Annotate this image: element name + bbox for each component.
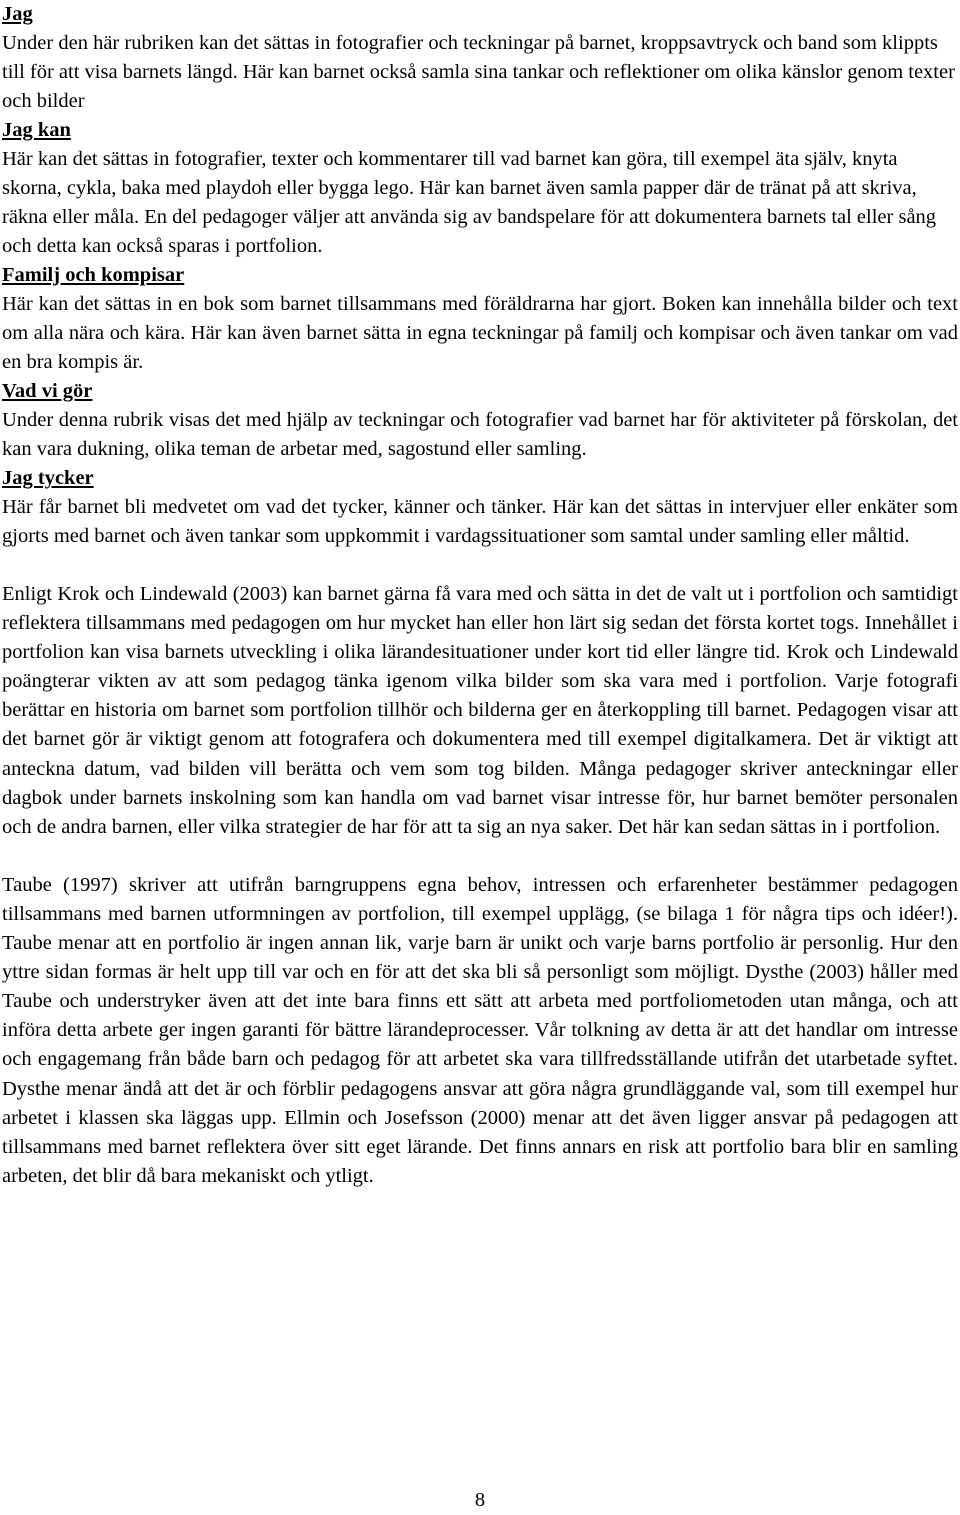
section-text-jag-kan: Här kan det sättas in fotografier, texter och kommentarer till vad barnet kan göra, till exempel äta själv, knyta skorna, cykla, baka med playdoh eller bygga lego. Här kan barnet även samla papper där de tränat på att skriva, räkna eller måla. En del pedagoger väljer att använda sig av bandspelare för att dokumentera barnets tal eller sång och detta kan också sparas i portfolion.: [2, 148, 937, 257]
section-text-vad-vi-gor: Under denna rubrik visas det med hjälp av teckningar och fotografier vad barnet har för aktiviteter på förskolan, det kan vara dukning, olika teman de arbetar med, sagostund eller samling.: [2, 409, 958, 460]
section-heading-familj-och-kompisar: Familj och kompisar: [2, 264, 185, 286]
section-heading-jag-kan: Jag kan: [2, 119, 71, 141]
section-text-familj-och-kompisar: Här kan det sättas in en bok som barnet tillsammans med föräldrarna har gjort. Boken kan innehålla bilder och text om alla nära och kära. Här kan även barnet sätta in egna teckningar på familj och kompisar och även tankar om vad en bra kompis är.: [2, 293, 958, 373]
body-paragraph-taube: Taube (1997) skriver att utifrån barngruppens egna behov, intressen och erfarenheter bestämmer pedagogen tillsammans med barnen utformningen av portfolion, till exempel upplägg, (se bilaga 1 för några tips och idéer!). Taube menar att en portfolio är ingen annan lik, varje barn är unikt och varje barns portfolio är personlig. Hur den yttre sidan formas är helt upp till var och en för att det ska bli så personligt som möjligt. Dysthe (2003) håller med Taube och understryker även att det inte bara finns ett sätt att arbeta med portfoliometoden utan många, och att införa detta arbete ger ingen garanti för bättre lärandeprocesser. Vår tolkning av detta är att det handlar om intresse och engagemang från både barn och pedagog för att arbetet ska vara tillfredsställande utifrån det utarbetade syftet. Dysthe menar ändå att det är och förblir pedagogens ansvar att göra några grundläggande val, som till exempel hur arbetet i klassen ska läggas upp. Ellmin och Josefsson (2000) menar att det även ligger ansvar på pedagogen att tillsammans med barnet reflektera över sitt eget lärande. Det finns annars en risk att portfolio bara blir en samling arbeten, det blir då bara mekaniskt och ytligt.: [2, 873, 958, 1187]
section-text-jag-tycker: Här får barnet bli medvetet om vad det tycker, känner och tänker. Här kan det sättas in intervjuer eller enkäter som gjorts med barnet och även tankar som uppkommit i vardagssituationer som samtal under samling eller måltid.: [2, 496, 958, 547]
section-heading-vad-vi-gor: Vad vi gör: [2, 380, 93, 402]
page-number: 8: [474, 1489, 486, 1511]
section-text-jag: Under den här rubriken kan det sättas in fotografier och teckningar på barnet, kroppsavtryck och band som klippts till för att visa barnets längd. Här kan barnet också samla sina tankar och reflektioner om olika känslor genom texter och bilder: [2, 32, 955, 112]
section-heading-jag-tycker: Jag tycker: [2, 467, 94, 489]
section-heading-jag: Jag: [2, 3, 33, 25]
body-paragraph-krok-lindewald: Enligt Krok och Lindewald (2003) kan barnet gärna få vara med och sätta in det de valt ut i portfolion och samtidigt reflektera tillsammans med pedagogen om hur mycket han eller hon lärt sig sedan det första kortet togs. Innehållet i portfolion kan visa barnets utveckling i olika lärandesituationer under kort tid eller längre tid. Krok och Lindewald poängterar vikten av att som pedagog tänka igenom vilka bilder som ska vara med i portfolion. Varje fotografi berättar en historia om barnet som portfolion tillhör och bilderna ger en återkoppling till barnet. Pedagogen visar att det barnet gör är viktigt genom att fotografera och dokumentera med till exempel digitalkamera. Det är viktigt att anteckna datum, vad bilden vill berätta och vem som tog bilden. Många pedagoger skriver anteckningar eller dagbok under barnets inskolning som kan handla om vad barnet visar intresse för, hur barnet bemöter personalen och de andra barnen, eller vilka strategier de har för att ta sig an nya saker. Det här kan sedan sättas in i portfolion.: [2, 583, 958, 838]
portfolio-sections: [2, 0, 958, 551]
